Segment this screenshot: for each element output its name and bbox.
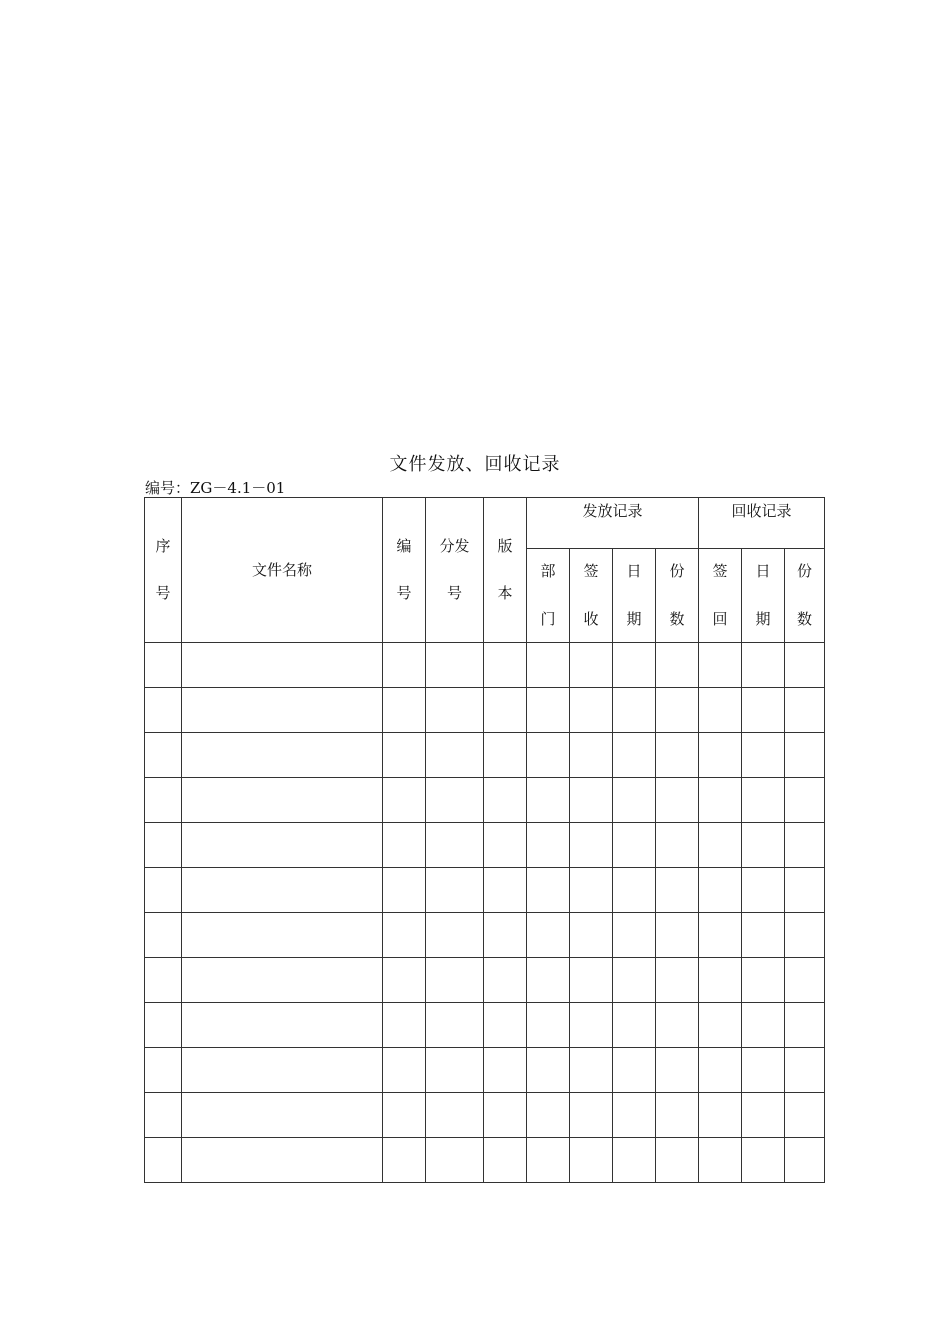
- header-issue-date: 日 期: [613, 549, 656, 643]
- blank-cell[interactable]: [484, 958, 527, 1003]
- blank-cell[interactable]: [182, 1138, 383, 1183]
- table-body: [145, 643, 825, 1183]
- blank-cell[interactable]: [742, 1093, 785, 1138]
- blank-cell[interactable]: [383, 868, 426, 913]
- blank-cell[interactable]: [527, 868, 570, 913]
- blank-cell[interactable]: [145, 643, 182, 688]
- blank-cell[interactable]: [785, 913, 825, 958]
- header-recall-signed: 签 回: [699, 549, 742, 643]
- blank-cell[interactable]: [613, 643, 656, 688]
- blank-cell[interactable]: [742, 823, 785, 868]
- blank-cell[interactable]: [656, 823, 699, 868]
- blank-cell[interactable]: [742, 688, 785, 733]
- header-distribution-number: 分发 号: [426, 498, 484, 643]
- blank-cell[interactable]: [785, 1093, 825, 1138]
- blank-cell[interactable]: [656, 913, 699, 958]
- blank-cell[interactable]: [699, 1003, 742, 1048]
- blank-cell[interactable]: [785, 778, 825, 823]
- blank-cell[interactable]: [145, 958, 182, 1003]
- blank-cell[interactable]: [613, 733, 656, 778]
- header-seq: 序 号: [145, 498, 182, 643]
- table-row: [145, 1093, 825, 1138]
- blank-cell[interactable]: [656, 778, 699, 823]
- blank-cell[interactable]: [527, 958, 570, 1003]
- blank-cell[interactable]: [656, 1003, 699, 1048]
- blank-cell[interactable]: [699, 733, 742, 778]
- blank-cell[interactable]: [383, 823, 426, 868]
- blank-cell[interactable]: [484, 778, 527, 823]
- blank-cell[interactable]: [426, 1093, 484, 1138]
- header-version: 版 本: [484, 498, 527, 643]
- blank-cell[interactable]: [699, 643, 742, 688]
- blank-cell[interactable]: [182, 958, 383, 1003]
- blank-cell[interactable]: [527, 1048, 570, 1093]
- blank-cell[interactable]: [484, 823, 527, 868]
- blank-cell[interactable]: [699, 868, 742, 913]
- blank-cell[interactable]: [699, 958, 742, 1003]
- blank-cell[interactable]: [383, 1048, 426, 1093]
- table-row: [145, 913, 825, 958]
- blank-cell[interactable]: [785, 868, 825, 913]
- blank-cell[interactable]: [527, 1003, 570, 1048]
- blank-cell[interactable]: [742, 643, 785, 688]
- header-issue-signed: 签 收: [570, 549, 613, 643]
- blank-cell[interactable]: [613, 688, 656, 733]
- blank-cell[interactable]: [484, 733, 527, 778]
- blank-cell[interactable]: [570, 913, 613, 958]
- blank-cell[interactable]: [656, 1093, 699, 1138]
- blank-cell[interactable]: [656, 688, 699, 733]
- blank-cell[interactable]: [570, 1138, 613, 1183]
- blank-cell[interactable]: [484, 643, 527, 688]
- blank-cell[interactable]: [426, 688, 484, 733]
- blank-cell[interactable]: [527, 913, 570, 958]
- blank-cell[interactable]: [699, 1138, 742, 1183]
- blank-cell[interactable]: [699, 778, 742, 823]
- blank-cell[interactable]: [570, 823, 613, 868]
- table-row: [145, 733, 825, 778]
- blank-cell[interactable]: [742, 1003, 785, 1048]
- blank-cell[interactable]: [484, 1003, 527, 1048]
- blank-cell[interactable]: [785, 823, 825, 868]
- table-row: [145, 688, 825, 733]
- blank-cell[interactable]: [527, 643, 570, 688]
- blank-cell[interactable]: [742, 733, 785, 778]
- blank-cell[interactable]: [484, 913, 527, 958]
- blank-cell[interactable]: [656, 868, 699, 913]
- blank-cell[interactable]: [426, 1138, 484, 1183]
- blank-cell[interactable]: [484, 1138, 527, 1183]
- blank-cell[interactable]: [145, 823, 182, 868]
- blank-cell[interactable]: [785, 1003, 825, 1048]
- blank-cell[interactable]: [742, 913, 785, 958]
- blank-cell[interactable]: [699, 823, 742, 868]
- blank-cell[interactable]: [383, 958, 426, 1003]
- blank-cell[interactable]: [656, 958, 699, 1003]
- blank-cell[interactable]: [383, 1138, 426, 1183]
- blank-cell[interactable]: [613, 1138, 656, 1183]
- blank-cell[interactable]: [656, 1138, 699, 1183]
- blank-cell[interactable]: [182, 688, 383, 733]
- blank-cell[interactable]: [570, 1048, 613, 1093]
- blank-cell[interactable]: [742, 1138, 785, 1183]
- blank-cell[interactable]: [383, 643, 426, 688]
- blank-cell[interactable]: [484, 1048, 527, 1093]
- table-row: [145, 1003, 825, 1048]
- blank-cell[interactable]: [484, 868, 527, 913]
- blank-cell[interactable]: [613, 778, 656, 823]
- blank-cell[interactable]: [182, 823, 383, 868]
- blank-cell[interactable]: [182, 1003, 383, 1048]
- header-recall-date: 日 期: [742, 549, 785, 643]
- header-issue-copies: 份 数: [656, 549, 699, 643]
- table-row: [145, 1048, 825, 1093]
- blank-cell[interactable]: [570, 778, 613, 823]
- header-issue-group: 发放记录: [527, 498, 699, 549]
- blank-cell[interactable]: [570, 688, 613, 733]
- blank-cell[interactable]: [383, 688, 426, 733]
- blank-cell[interactable]: [145, 1138, 182, 1183]
- blank-cell[interactable]: [656, 733, 699, 778]
- blank-cell[interactable]: [426, 868, 484, 913]
- table-row: [145, 643, 825, 688]
- blank-cell[interactable]: [182, 868, 383, 913]
- blank-cell[interactable]: [145, 913, 182, 958]
- blank-cell[interactable]: [383, 778, 426, 823]
- blank-cell[interactable]: [613, 868, 656, 913]
- blank-cell[interactable]: [426, 733, 484, 778]
- blank-cell[interactable]: [785, 643, 825, 688]
- header-issue-department: 部 门: [527, 549, 570, 643]
- blank-cell[interactable]: [613, 958, 656, 1003]
- header-file-name: 文件名称: [182, 498, 383, 643]
- blank-cell[interactable]: [145, 688, 182, 733]
- blank-cell[interactable]: [426, 778, 484, 823]
- blank-cell[interactable]: [785, 958, 825, 1003]
- blank-cell[interactable]: [426, 1003, 484, 1048]
- table-row: [145, 778, 825, 823]
- blank-cell[interactable]: [570, 1093, 613, 1138]
- blank-cell[interactable]: [785, 1048, 825, 1093]
- blank-cell[interactable]: [570, 733, 613, 778]
- blank-cell[interactable]: [570, 643, 613, 688]
- blank-cell[interactable]: [656, 643, 699, 688]
- blank-cell[interactable]: [785, 733, 825, 778]
- blank-cell[interactable]: [383, 1093, 426, 1138]
- blank-cell[interactable]: [426, 1048, 484, 1093]
- table-row: [145, 1138, 825, 1183]
- document-number: 编号：ZG－4.1－01: [145, 479, 286, 497]
- blank-cell[interactable]: [383, 733, 426, 778]
- blank-cell[interactable]: [527, 1093, 570, 1138]
- blank-cell[interactable]: [426, 823, 484, 868]
- blank-cell[interactable]: [570, 1003, 613, 1048]
- blank-cell[interactable]: [785, 1138, 825, 1183]
- blank-cell[interactable]: [699, 1093, 742, 1138]
- blank-cell[interactable]: [145, 1003, 182, 1048]
- blank-cell[interactable]: [699, 913, 742, 958]
- blank-cell[interactable]: [145, 733, 182, 778]
- blank-cell[interactable]: [145, 868, 182, 913]
- blank-cell[interactable]: [484, 1093, 527, 1138]
- blank-cell[interactable]: [699, 1048, 742, 1093]
- blank-cell[interactable]: [527, 688, 570, 733]
- blank-cell[interactable]: [527, 778, 570, 823]
- blank-cell[interactable]: [182, 1093, 383, 1138]
- blank-cell[interactable]: [426, 958, 484, 1003]
- blank-cell[interactable]: [527, 1138, 570, 1183]
- blank-cell[interactable]: [570, 868, 613, 913]
- blank-cell[interactable]: [383, 1003, 426, 1048]
- blank-cell[interactable]: [182, 778, 383, 823]
- blank-cell[interactable]: [182, 1048, 383, 1093]
- distribution-recall-table: [144, 497, 825, 1183]
- blank-cell[interactable]: [426, 913, 484, 958]
- blank-cell[interactable]: [742, 958, 785, 1003]
- blank-cell[interactable]: [613, 823, 656, 868]
- blank-cell[interactable]: [383, 913, 426, 958]
- blank-cell[interactable]: [145, 1093, 182, 1138]
- blank-cell[interactable]: [426, 643, 484, 688]
- blank-cell[interactable]: [570, 958, 613, 1003]
- header-recall-copies: 份 数: [785, 549, 825, 643]
- table-row: [145, 958, 825, 1003]
- blank-cell[interactable]: [613, 1003, 656, 1048]
- blank-cell[interactable]: [484, 688, 527, 733]
- header-number: 编 号: [383, 498, 426, 643]
- blank-cell[interactable]: [613, 1093, 656, 1138]
- blank-cell[interactable]: [785, 688, 825, 733]
- blank-cell[interactable]: [742, 868, 785, 913]
- blank-cell[interactable]: [613, 1048, 656, 1093]
- document-title: 文件发放、回收记录: [389, 454, 561, 475]
- blank-cell[interactable]: [182, 733, 383, 778]
- blank-cell[interactable]: [613, 913, 656, 958]
- header-recall-group: 回收记录: [699, 498, 825, 549]
- blank-cell[interactable]: [145, 778, 182, 823]
- blank-cell[interactable]: [527, 823, 570, 868]
- blank-cell[interactable]: [182, 913, 383, 958]
- blank-cell[interactable]: [656, 1048, 699, 1093]
- blank-cell[interactable]: [527, 733, 570, 778]
- blank-cell[interactable]: [742, 1048, 785, 1093]
- blank-cell[interactable]: [145, 1048, 182, 1093]
- table-row: [145, 823, 825, 868]
- blank-cell[interactable]: [182, 643, 383, 688]
- blank-cell[interactable]: [699, 688, 742, 733]
- table-row: [145, 868, 825, 913]
- blank-cell[interactable]: [742, 778, 785, 823]
